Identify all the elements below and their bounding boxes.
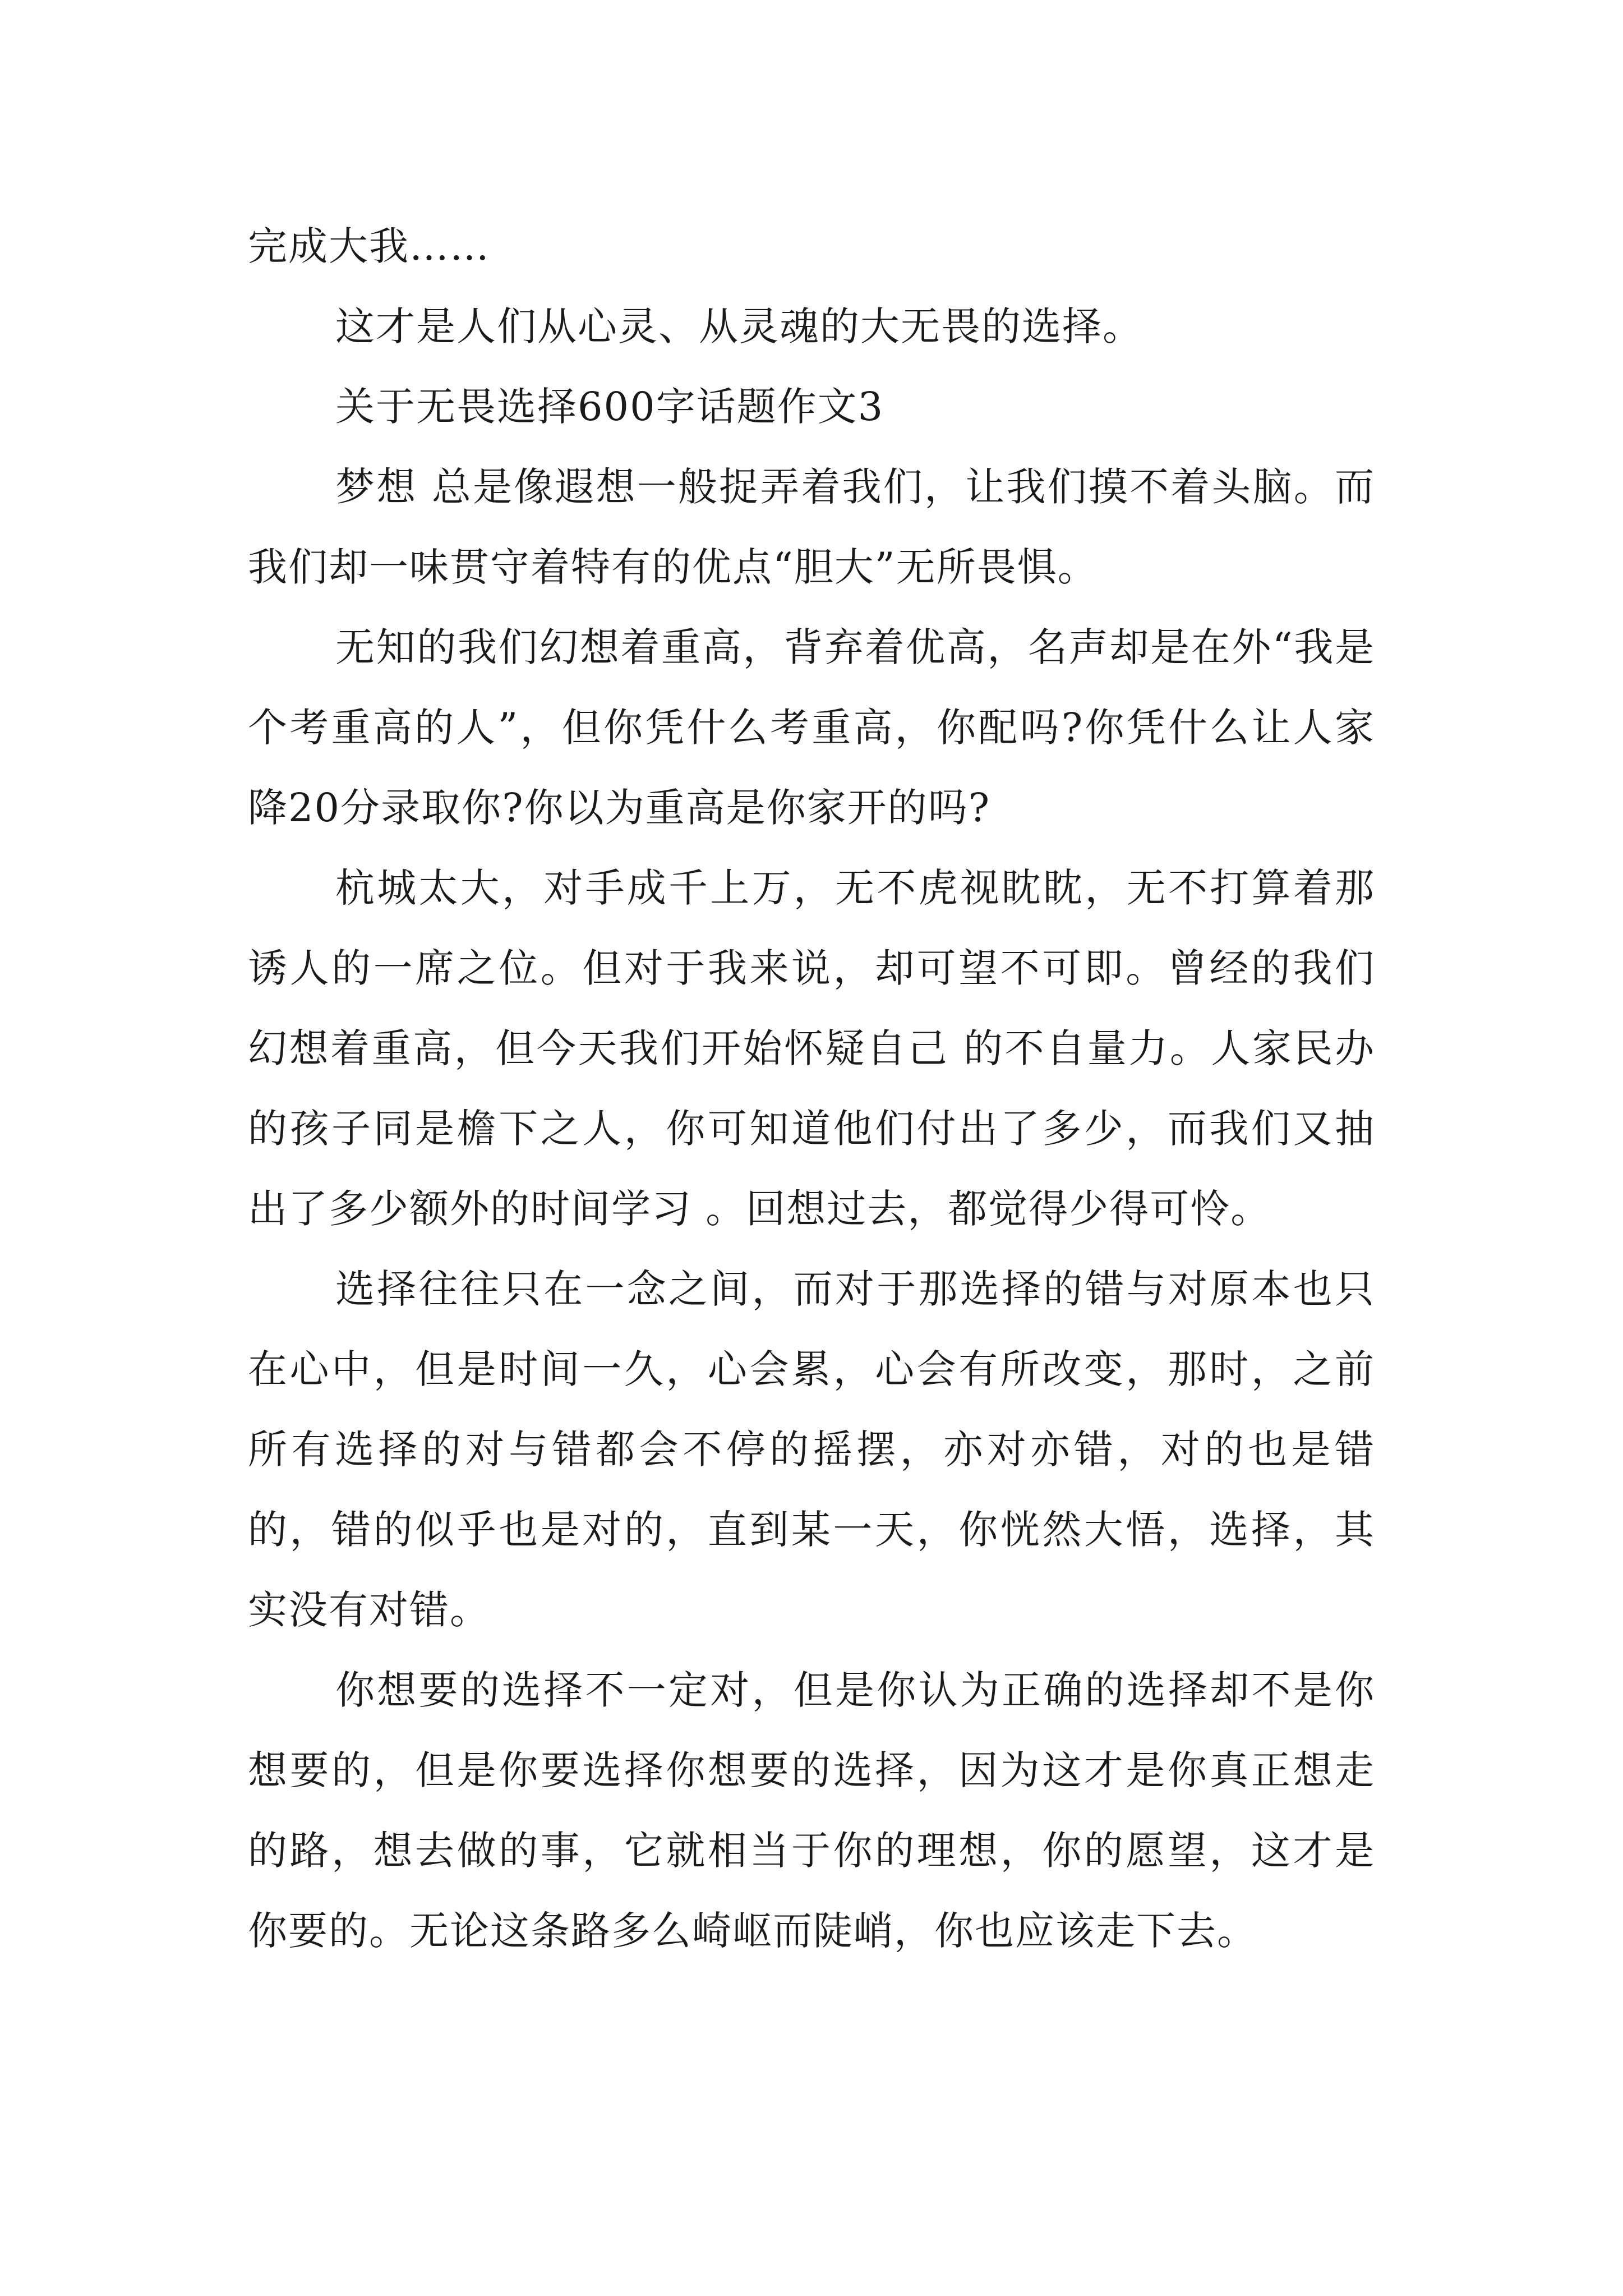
paragraph-6: 杭城太大，对手成千上万，无不虎视眈眈，无不打算着那诱人的一席之位。但对于我来说，却可望不可即。曾经的我们幻想着重高，但今天我们开始怀疑自己 的不自量力。人家民办的孩子同是檐下之人，你可知道他们付出了多少，而我们又抽出了多少额外的时间学习 。回想过去，都觉得少得可怜。 xyxy=(248,865,1375,1232)
paragraph-5: 无知的我们幻想着重高，背弃着优高，名声却是在外“我是个考重高的人”，但你凭什么考重高，你配吗?你凭什么让人家降20分录取你?你以为重高是你家开的吗? xyxy=(248,624,1375,831)
document-body xyxy=(248,206,1375,1971)
paragraph-2: 这才是人们从心灵、从灵魂的大无畏的选择。 xyxy=(335,303,1143,349)
essay-heading: 关于无畏选择600字话题作文3 xyxy=(335,384,884,430)
paragraph-4: 梦想 总是像遐想一般捉弄着我们，让我们摸不着头脑。而我们却一味贯守着特有的优点“胆大”无所畏惧。 xyxy=(248,464,1375,590)
paragraph-7: 选择往往只在一念之间，而对于那选择的错与对原本也只在心中，但是时间一久，心会累，心会有所改变，那时，之前所有选择的对与错都会不停的摇摆，亦对亦错，对的也是错的，错的似乎也是对的，直到某一天，你恍然大悟，选择，其实没有对错。 xyxy=(248,1266,1375,1633)
paragraph-8: 你想要的选择不一定对，但是你认为正确的选择却不是你想要的，但是你要选择你想要的选择，因为这才是你真正想走的路，想去做的事，它就相当于你的理想，你的愿望，这才是你要的。无论这条路多么崎岖而陡峭，你也应该走下去。 xyxy=(248,1667,1375,1954)
paragraph-1: 完成大我…… xyxy=(248,223,490,269)
